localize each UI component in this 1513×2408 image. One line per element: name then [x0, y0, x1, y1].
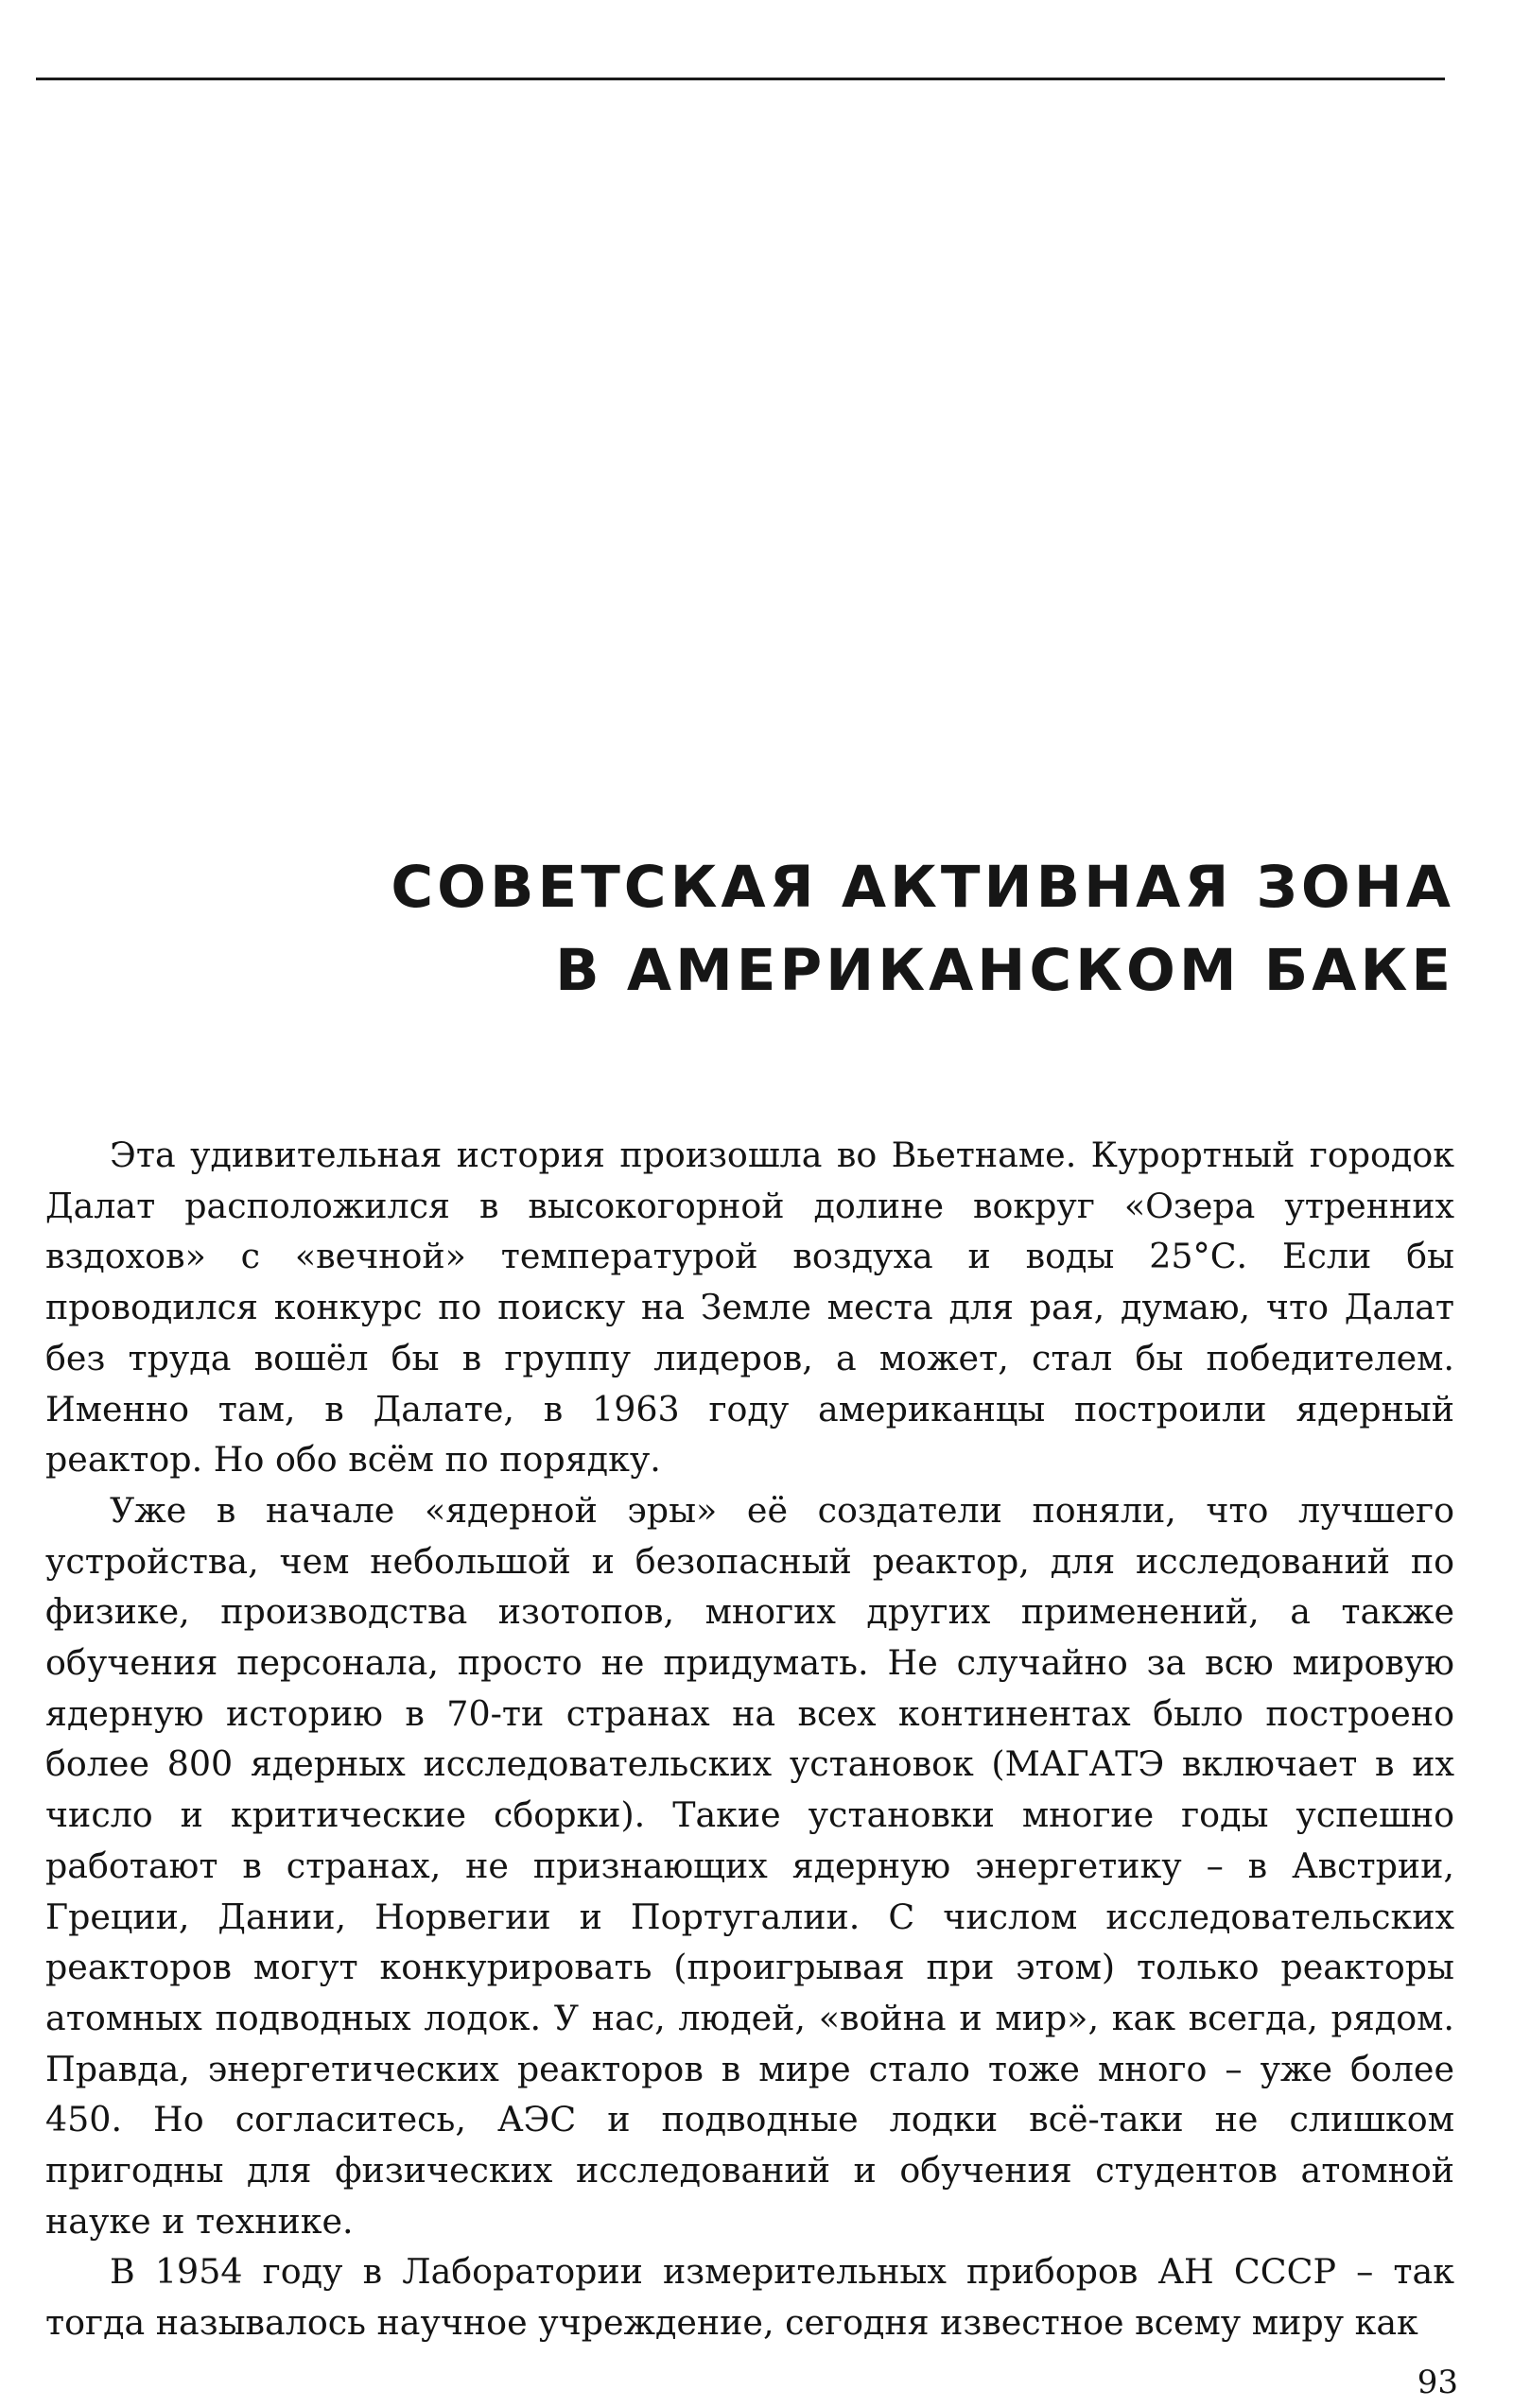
chapter-title-line-1: СОВЕТСКАЯ АКТИВНАЯ ЗОНА — [391, 854, 1454, 921]
paragraph-1: Эта удивительная история произошла во Вьетнаме. Курортный городок Далат расположился в высокогорной долине вокруг «Озера утренних вздохов» с «вечной» температурой воздуха и воды 25°С. Если бы проводился конкурс по поиску на Земле места для рая, думаю, что Далат без труда вошёл бы в группу лидеров, а может, стал бы победителем. Именно там, в Далате, в 1963 году американцы построили ядерный реактор. Но обо всём по порядку. — [45, 1135, 1454, 1481]
paragraph-3: В 1954 году в Лаборатории измерительных приборов АН СССР – так тогда называлось научное учреждение, сегодня известное всему миру как — [45, 2251, 1454, 2344]
chapter-title — [225, 846, 1454, 1013]
body-text — [45, 1130, 1454, 2348]
paragraph-2: Уже в начале «ядерной эры» её создатели поняли, что лучшего устройства, чем небольшой и безопасный реактор, для исследований по физике, производства изотопов, многих других применений, а также обучения персонала, просто не придумать. Не случайно за всю мировую ядерную историю в 70-ти странах на всех континентах было построено более 800 ядерных исследовательских установок (МАГАТЭ включает в их число и критические сборки). Такие установки многие годы успешно работают в странах, не признающих ядерную энергетику – в Австрии, Греции, Дании, Норвегии и Португалии. С числом исследовательских реакторов могут конкурировать (проигрывая при этом) только реакторы атомных подводных лодок. У нас, людей, «война и мир», как всегда, рядом. Правда, энергетических реакторов в мире стало тоже много – уже более 450. Но согласитесь, АЭС и подводные лодки всё-таки не слишком пригодны для физических исследований и обучения студентов атомной науке и технике. — [45, 1489, 1454, 2242]
header-rule — [36, 78, 1445, 80]
chapter-title-line-2: В АМЕРИКАНСКОМ БАКЕ — [555, 937, 1454, 1004]
page-number: 93 — [1417, 2364, 1458, 2401]
